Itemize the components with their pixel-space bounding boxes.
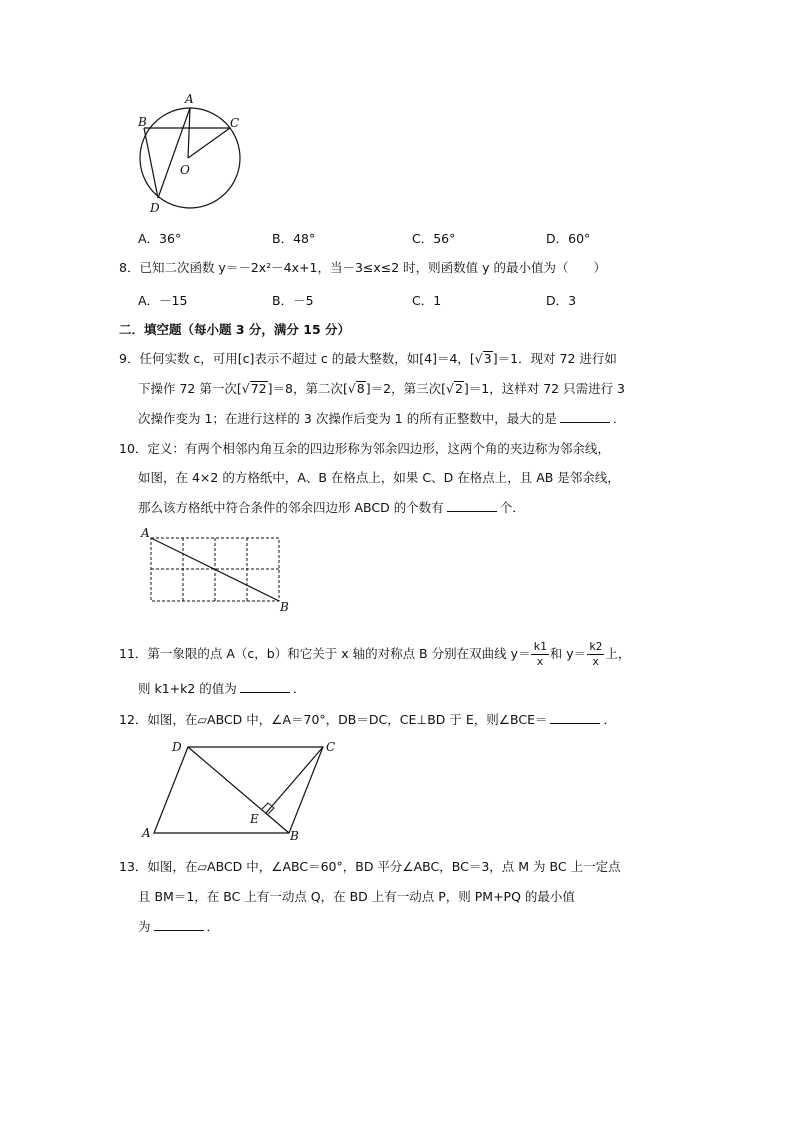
- q11-text-2: 则 k1+k2 的值为: [138, 681, 237, 696]
- q10-text-1: 定义：有两个相邻内角互余的四边形称为邻余四边形，这两个角的夹边称为邻余线，: [147, 441, 610, 456]
- q8-option-b: B．－5: [272, 293, 314, 308]
- q11-frac1-den: x: [536, 655, 544, 668]
- q12-answer-blank[interactable]: [550, 711, 600, 724]
- q12-question: [119, 711, 616, 729]
- fig10-label-b: B: [280, 600, 289, 614]
- q11-number: 11．: [119, 646, 148, 661]
- q8-text: 已知二次函数 y＝－2x²－4x+1，当－3≤x≤2 时，则函数值 y 的最小值为（ ）: [139, 260, 607, 275]
- fig12-label-a: A: [142, 826, 151, 840]
- q9-text-1a: 任何实数 c，可用[c]表示不超过 c 的最大整数，如[4]＝4，[: [139, 351, 475, 366]
- q12-text-end: ．: [603, 712, 616, 727]
- q8-option-d: D．3: [546, 293, 577, 308]
- fig10-label-a: A: [141, 526, 150, 540]
- q12-text: 如图，在▱ABCD 中，∠A＝70°，DB＝DC，CE⊥BD 于 E，则∠BCE＝: [147, 712, 548, 727]
- q7-circle-figure: [130, 88, 250, 218]
- q11-line-2: [138, 680, 305, 698]
- q9-text-2b: ]＝8，第二次[: [267, 381, 348, 396]
- q10-text-3-end: 个．: [499, 500, 525, 515]
- q10-answer-blank[interactable]: [447, 499, 497, 512]
- q11-text-mid: 和 y＝: [549, 646, 587, 661]
- q9-text-2d: ]＝1，这样对 72 只需进行 3: [463, 381, 625, 396]
- q10-line-2: 如图，在 4×2 的方格纸中，A、B 在格点上，如果 C、D 在格点上，且 AB 是邻余线，: [138, 470, 620, 485]
- q12-number: 12．: [119, 712, 148, 727]
- q12-parallelogram-figure: [138, 736, 348, 846]
- q11-line-1: [119, 640, 630, 669]
- q11-text-1: 第一象限的点 A（c，b）和它关于 x 轴的对称点 B 分别在双曲线 y＝: [147, 646, 531, 661]
- q10-line-1: [119, 440, 610, 458]
- fig12-label-d: D: [172, 740, 182, 754]
- q9-number: 9．: [119, 351, 140, 366]
- q9-text-2c: ]＝2，第三次[: [365, 381, 446, 396]
- fig7-label-d: D: [150, 201, 160, 215]
- q11-frac1-num: k1: [533, 640, 547, 653]
- q7-option-c: C．56°: [412, 231, 456, 246]
- q9-text-1b: ]＝1．现对 72 进行如: [492, 351, 617, 366]
- q7-option-a: A．36°: [138, 231, 182, 246]
- q10-number: 10．: [119, 441, 148, 456]
- q11-answer-blank[interactable]: [240, 680, 290, 693]
- q10-text-3: 那么该方格纸中符合条件的邻余四边形 ABCD 的个数有: [138, 500, 444, 515]
- fig7-label-b: B: [138, 115, 147, 129]
- fig12-label-b: B: [290, 829, 299, 843]
- fig7-label-o: O: [180, 163, 190, 177]
- q11-text-end: 上，: [605, 646, 631, 661]
- q13-text-3-end: ．: [206, 919, 220, 934]
- q9-text-3-end: ．: [612, 411, 626, 426]
- q11-frac2-num: k2: [589, 640, 603, 653]
- q9-line-3: [138, 410, 625, 428]
- q13-text-3: 为: [138, 919, 151, 934]
- q8-question: [119, 259, 606, 277]
- q13-line-2: 且 BM＝1，在 BC 上有一动点 Q，在 BD 上有一动点 P，则 PM+PQ 的最小值: [138, 889, 575, 904]
- q11-fraction-2: [587, 640, 604, 669]
- fig12-label-e: E: [250, 812, 259, 826]
- q13-text-1: 如图，在▱ABCD 中，∠ABC＝60°，BD 平分∠ABC，BC＝3，点 M 为 BC 上一定点: [147, 859, 621, 874]
- fig7-label-c: C: [230, 116, 240, 130]
- q9-sqrt-2: 2: [454, 381, 463, 396]
- fig7-label-a: A: [185, 92, 194, 106]
- fig12-label-c: C: [326, 740, 336, 754]
- q9-sqrt-8: 8: [356, 381, 365, 396]
- q9-text-2a: 下操作 72 第一次[: [138, 381, 242, 396]
- q13-answer-blank[interactable]: [154, 918, 204, 931]
- q9-line-1: 9．任何实数 c，可用[c]表示不超过 c 的最大整数，如[4]＝4，[√3]＝1．现对 72 进行如: [119, 351, 617, 366]
- q8-number: 8．: [119, 260, 140, 275]
- q13-line-1: [119, 858, 621, 876]
- q13-line-3: [138, 918, 219, 936]
- q9-line-2: 下操作 72 第一次[√72]＝8，第二次[√8]＝2，第三次[√2]＝1，这样对 72 只需进行 3: [138, 381, 625, 396]
- q13-number: 13．: [119, 859, 148, 874]
- q11-frac2-den: x: [592, 655, 600, 668]
- section-2-title: 二．填空题（每小题 3 分，满分 15 分）: [119, 322, 351, 337]
- q10-line-3: [138, 499, 525, 517]
- q7-option-b: B．48°: [272, 231, 316, 246]
- q9-answer-blank[interactable]: [560, 410, 610, 423]
- q8-option-a: A．－15: [138, 293, 188, 308]
- q10-grid-figure: [138, 525, 298, 617]
- q11-fraction-1: [531, 640, 548, 669]
- q11-text-2-end: ．: [292, 681, 306, 696]
- q7-option-d: D．60°: [546, 231, 591, 246]
- q9-sqrt-72: 72: [250, 381, 267, 396]
- q9-text-3: 次操作变为 1；在进行这样的 3 次操作后变为 1 的所有正整数中，最大的是: [138, 411, 557, 426]
- q8-option-c: C．1: [412, 293, 442, 308]
- q9-sqrt-3: 3: [483, 351, 492, 366]
